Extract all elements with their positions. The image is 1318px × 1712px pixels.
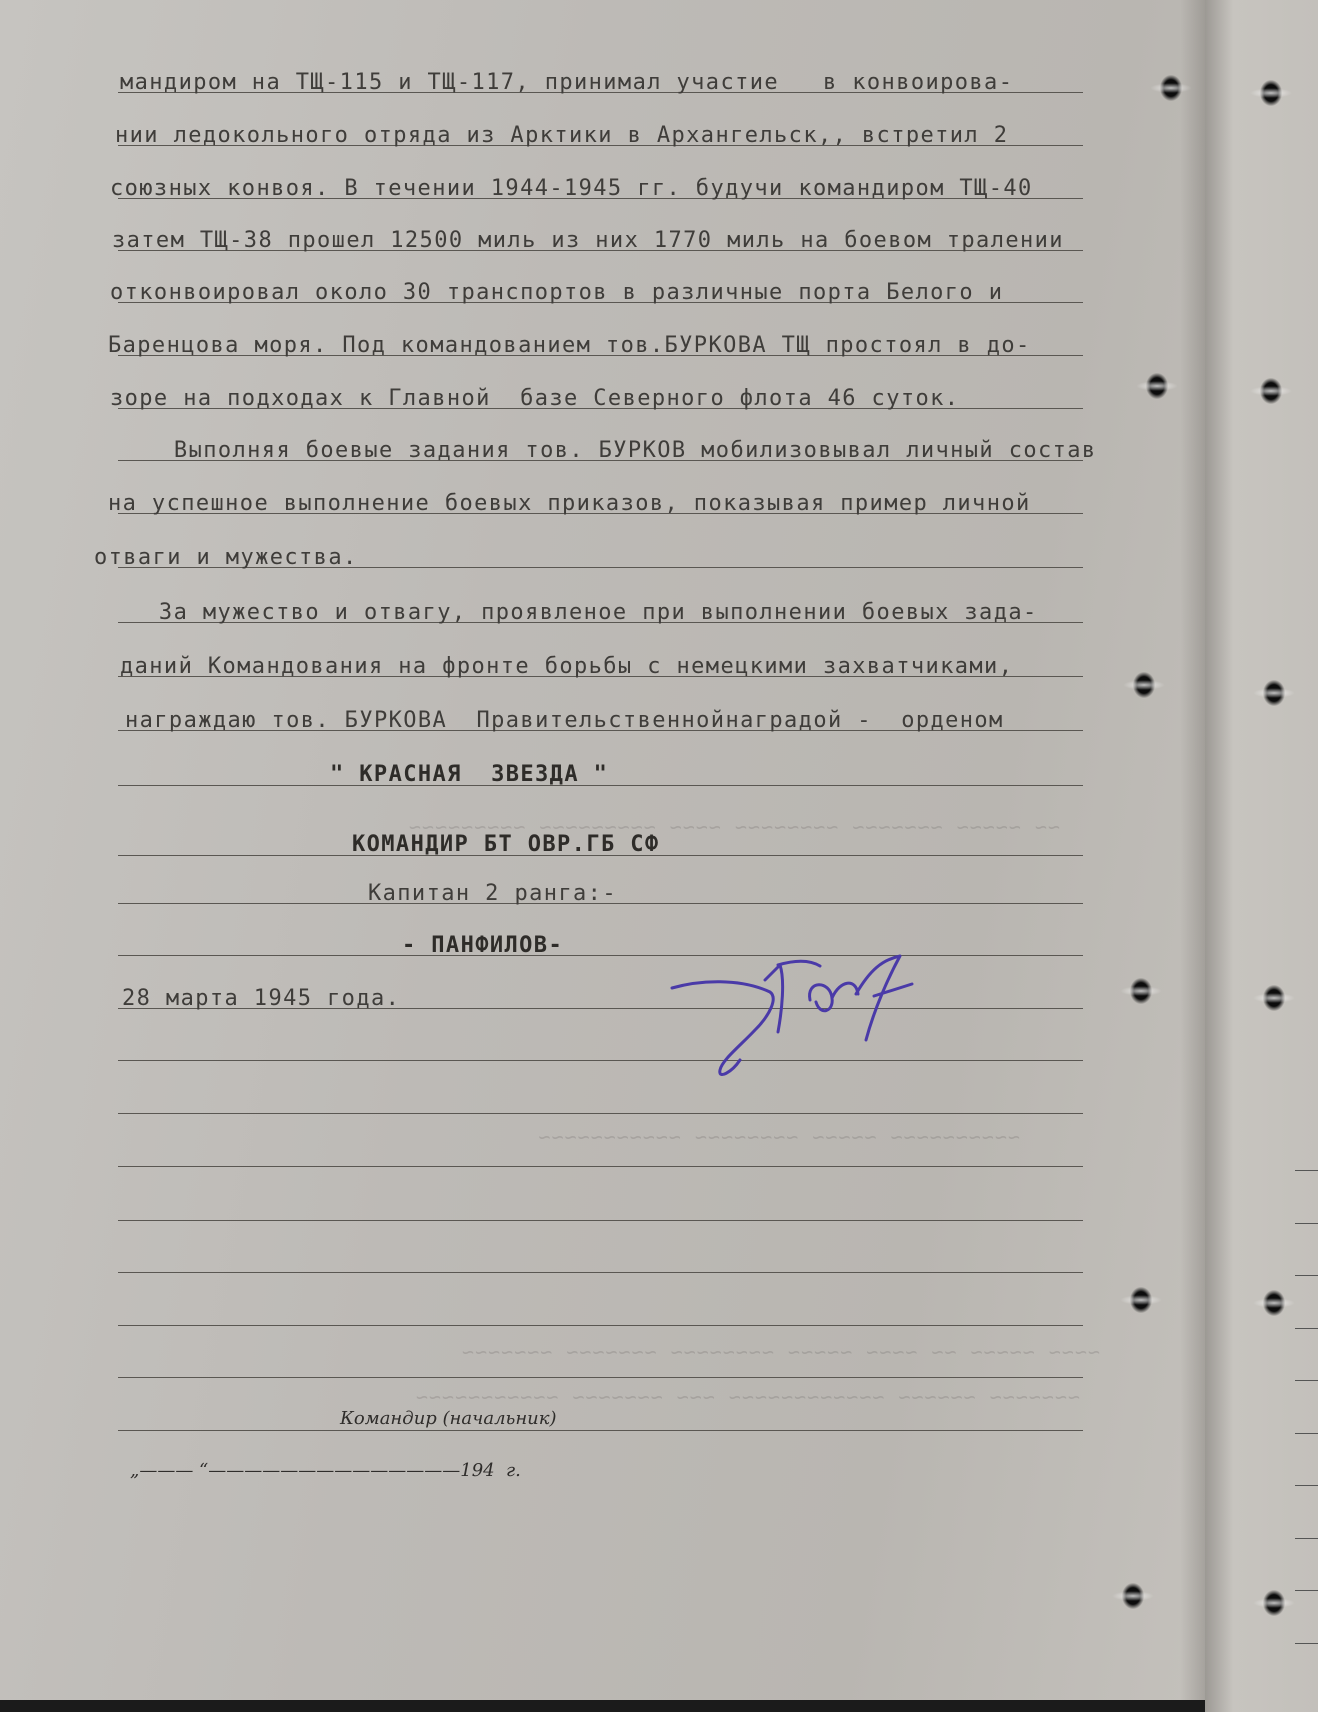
- form-rule: [118, 1220, 1083, 1221]
- body-line: союзных конвоя. В течении 1944-1945 гг. будучи командиром ТЩ-40: [110, 176, 1033, 201]
- bleed-through-text: ~~~~ ~~~~~ ~~ ~~~~ ~~~~~ ~~~~~~~~ ~~~~~~~ ~~~~~~~: [460, 1340, 1100, 1364]
- punch-hole: [1260, 378, 1282, 404]
- body-line: За мужество и отвагу, проявленое при выполнении боевых зада-: [115, 600, 1038, 625]
- punch-hole: [1130, 978, 1152, 1004]
- bleed-through-text: ~~~~~~~ ~~~~~~ ~~~~~~~~~~~~ ~~~ ~~~~~~~ ~~~~~~~~~~~: [414, 1385, 1080, 1409]
- edge-rule: [1295, 1538, 1318, 1539]
- body-line: мандиром на ТЩ-115 и ТЩ-117, принимал участие в конвоирова-: [120, 70, 1014, 95]
- body-line: отваги и мужества.: [94, 545, 358, 570]
- body-line: даний Командования на фронте борьбы с немецкими захватчиками,: [120, 654, 1014, 679]
- punch-hole: [1122, 1583, 1144, 1609]
- punch-hole: [1160, 75, 1182, 101]
- signer-position: КОМАНДИР БТ ОВР.ГБ СФ: [352, 832, 660, 857]
- body-line: на успешное выполнение боевых приказов, показывая пример личной: [108, 491, 1031, 516]
- body-line: Выполняя боевые задания тов. БУРКОВ мобилизовывал личный состав: [130, 438, 1097, 463]
- body-line: Баренцова моря. Под командованием тов.БУРКОВА ТЩ простоял в до-: [108, 333, 1031, 358]
- document-date: 28 марта 1945 года.: [122, 986, 401, 1011]
- punch-hole: [1130, 1287, 1152, 1313]
- form-rule: [118, 1272, 1083, 1273]
- bleed-through-text: ~~ ~~~~~ ~~~~~~~ ~~~~~~~~ ~~~~ ~~~~~~~~~ ~~~~~~~~~: [407, 815, 1060, 839]
- edge-rule: [1295, 1433, 1318, 1434]
- body-line: награждаю тов. БУРКОВА Правительственнойнаградой - орденом: [125, 708, 1004, 733]
- punch-hole: [1263, 680, 1285, 706]
- form-rule: [118, 1377, 1083, 1378]
- edge-rule: [1295, 1380, 1318, 1381]
- form-rule: [118, 1430, 1083, 1431]
- signature-mark: [660, 920, 940, 1090]
- body-line: затем ТЩ-38 прошел 12500 миль из них 1770 миль на боевом тралении: [112, 228, 1064, 253]
- punch-hole: [1146, 373, 1168, 399]
- edge-rule: [1295, 1328, 1318, 1329]
- punch-hole: [1263, 1290, 1285, 1316]
- body-line: нии ледокольного отряда из Арктики в Архангельск,, встретил 2: [115, 123, 1009, 148]
- signer-name: - ПАНФИЛОВ-: [402, 933, 564, 958]
- edge-rule: [1295, 1223, 1318, 1224]
- form-date-template: „——— “——————————————194 г.: [130, 1460, 521, 1481]
- edge-rule: [1295, 1590, 1318, 1591]
- punch-hole: [1263, 985, 1285, 1011]
- form-caption: Командир (начальник): [340, 1408, 557, 1429]
- signer-rank: Капитан 2 ранга:-: [368, 881, 617, 906]
- body-line: отконвоировал около 30 транспортов в различные порта Белого и: [110, 280, 1004, 305]
- body-line: зоре на подходах к Главной базе Северного флота 46 суток.: [110, 386, 960, 411]
- form-rule: [118, 1325, 1083, 1326]
- edge-rule: [1295, 1485, 1318, 1486]
- bleed-through-text: ~~~~~~~~~~ ~~~~~ ~~~~~~~~ ~~~~~~~~~~~: [537, 1125, 1020, 1149]
- punch-hole: [1260, 80, 1282, 106]
- award-name: " КРАСНАЯ ЗВЕЗДА ": [330, 762, 609, 787]
- edge-rule: [1295, 1275, 1318, 1276]
- adjacent-page-edge: [1205, 0, 1318, 1712]
- punch-hole: [1133, 672, 1155, 698]
- edge-rule: [1295, 1170, 1318, 1171]
- form-rule: [118, 1166, 1083, 1167]
- punch-hole: [1263, 1590, 1285, 1616]
- form-rule: [118, 1113, 1083, 1114]
- edge-rule: [1295, 1643, 1318, 1644]
